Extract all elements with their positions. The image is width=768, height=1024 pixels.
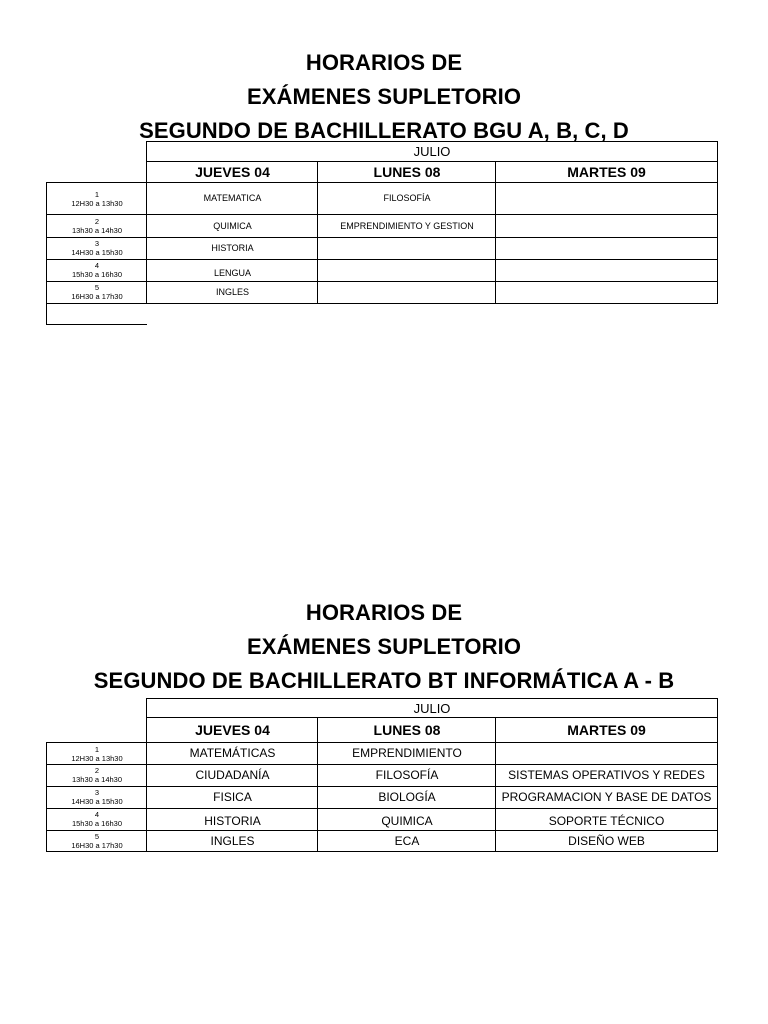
slot-number: 3 bbox=[94, 239, 100, 248]
slot-number: 5 bbox=[94, 283, 100, 292]
title-line: SEGUNDO DE BACHILLERATO BGU A, B, C, D bbox=[139, 118, 629, 143]
time-slot bbox=[46, 808, 147, 831]
time-slot bbox=[46, 764, 147, 787]
exam-cell: QUIMICA bbox=[146, 214, 318, 238]
exam-cell: FILOSOFÍA bbox=[317, 182, 496, 215]
exam-cell: BIOLOGÍA bbox=[317, 786, 496, 809]
exam-cell: DISEÑO WEB bbox=[495, 830, 718, 852]
slot-time: 16H30 a 17h30 bbox=[71, 840, 123, 850]
exam-cell: EMPRENDIMIENTO Y GESTION bbox=[317, 214, 496, 238]
slot-number: 1 bbox=[94, 744, 100, 754]
day-header: MARTES 09 bbox=[495, 161, 718, 183]
exam-cell bbox=[495, 182, 718, 215]
empty-cell bbox=[46, 303, 147, 325]
day-header: LUNES 08 bbox=[317, 717, 496, 743]
exam-cell: MATEMÁTICAS bbox=[146, 742, 318, 765]
exam-cell: HISTORIA bbox=[146, 808, 318, 831]
slot-time: 15h30 a 16h30 bbox=[71, 270, 123, 279]
exam-cell: FILOSOFÍA bbox=[317, 764, 496, 787]
exam-cell bbox=[495, 237, 718, 260]
time-slot bbox=[46, 742, 147, 765]
exam-cell: HISTORIA bbox=[146, 237, 318, 260]
schedule-bgu bbox=[0, 46, 768, 301]
exam-cell: LENGUA bbox=[146, 259, 318, 282]
time-slot bbox=[46, 786, 147, 809]
exam-cell: QUIMICA bbox=[317, 808, 496, 831]
title-line: HORARIOS DE bbox=[305, 600, 463, 625]
slot-number: 5 bbox=[94, 831, 100, 841]
exam-cell: PROGRAMACION Y BASE DE DATOS bbox=[495, 786, 718, 809]
slot-time: 14H30 a 15h30 bbox=[71, 797, 123, 806]
time-slot bbox=[46, 259, 147, 282]
exam-cell bbox=[317, 281, 496, 304]
exam-cell: SISTEMAS OPERATIVOS Y REDES bbox=[495, 764, 718, 787]
title-line: HORARIOS DE bbox=[305, 50, 463, 75]
exam-cell: SOPORTE TÉCNICO bbox=[495, 808, 718, 831]
title-line: EXÁMENES SUPLETORIO bbox=[246, 84, 522, 109]
day-header: JUEVES 04 bbox=[146, 161, 318, 183]
slot-time: 12H30 a 13h30 bbox=[71, 198, 123, 208]
slot-time: 14H30 a 15h30 bbox=[71, 248, 123, 257]
day-header: MARTES 09 bbox=[495, 717, 718, 743]
time-slot bbox=[46, 214, 147, 238]
slot-time: 13h30 a 14h30 bbox=[71, 225, 123, 235]
slot-time: 13h30 a 14h30 bbox=[71, 775, 123, 784]
slot-number: 1 bbox=[94, 189, 100, 199]
time-slot bbox=[46, 830, 147, 852]
time-slot bbox=[46, 237, 147, 260]
exam-cell bbox=[495, 259, 718, 282]
title-line: EXÁMENES SUPLETORIO bbox=[246, 634, 522, 659]
exam-cell: INGLES bbox=[146, 281, 318, 304]
slot-number: 3 bbox=[94, 788, 100, 797]
exam-cell: FISICA bbox=[146, 786, 318, 809]
exam-cell bbox=[317, 259, 496, 282]
exam-cell: ECA bbox=[317, 830, 496, 852]
schedule-bt-informatica bbox=[0, 596, 768, 850]
day-header: LUNES 08 bbox=[317, 161, 496, 183]
slot-number: 2 bbox=[94, 766, 100, 775]
exam-cell: MATEMATICA bbox=[146, 182, 318, 215]
slot-time: 12H30 a 13h30 bbox=[71, 753, 123, 763]
slot-time: 15h30 a 16h30 bbox=[71, 819, 123, 828]
exam-cell: CIUDADANÍA bbox=[146, 764, 318, 787]
slot-number: 4 bbox=[94, 810, 100, 819]
slot-time: 16H30 a 17h30 bbox=[71, 292, 123, 301]
slot-number: 2 bbox=[94, 216, 100, 226]
month-header: JULIO bbox=[146, 698, 718, 718]
day-header: JUEVES 04 bbox=[146, 717, 318, 743]
title-line: SEGUNDO DE BACHILLERATO BT INFORMÁTICA A - B bbox=[93, 668, 675, 693]
exam-cell bbox=[495, 214, 718, 238]
month-header: JULIO bbox=[146, 141, 718, 162]
exam-cell: INGLES bbox=[146, 830, 318, 852]
time-slot bbox=[46, 182, 147, 215]
exam-cell: EMPRENDIMIENTO bbox=[317, 742, 496, 765]
schedule-title bbox=[0, 596, 768, 698]
time-slot bbox=[46, 281, 147, 304]
exam-cell bbox=[495, 742, 718, 765]
exam-cell bbox=[317, 237, 496, 260]
slot-number: 4 bbox=[94, 261, 100, 270]
exam-cell bbox=[495, 281, 718, 304]
schedule-title bbox=[0, 46, 768, 148]
